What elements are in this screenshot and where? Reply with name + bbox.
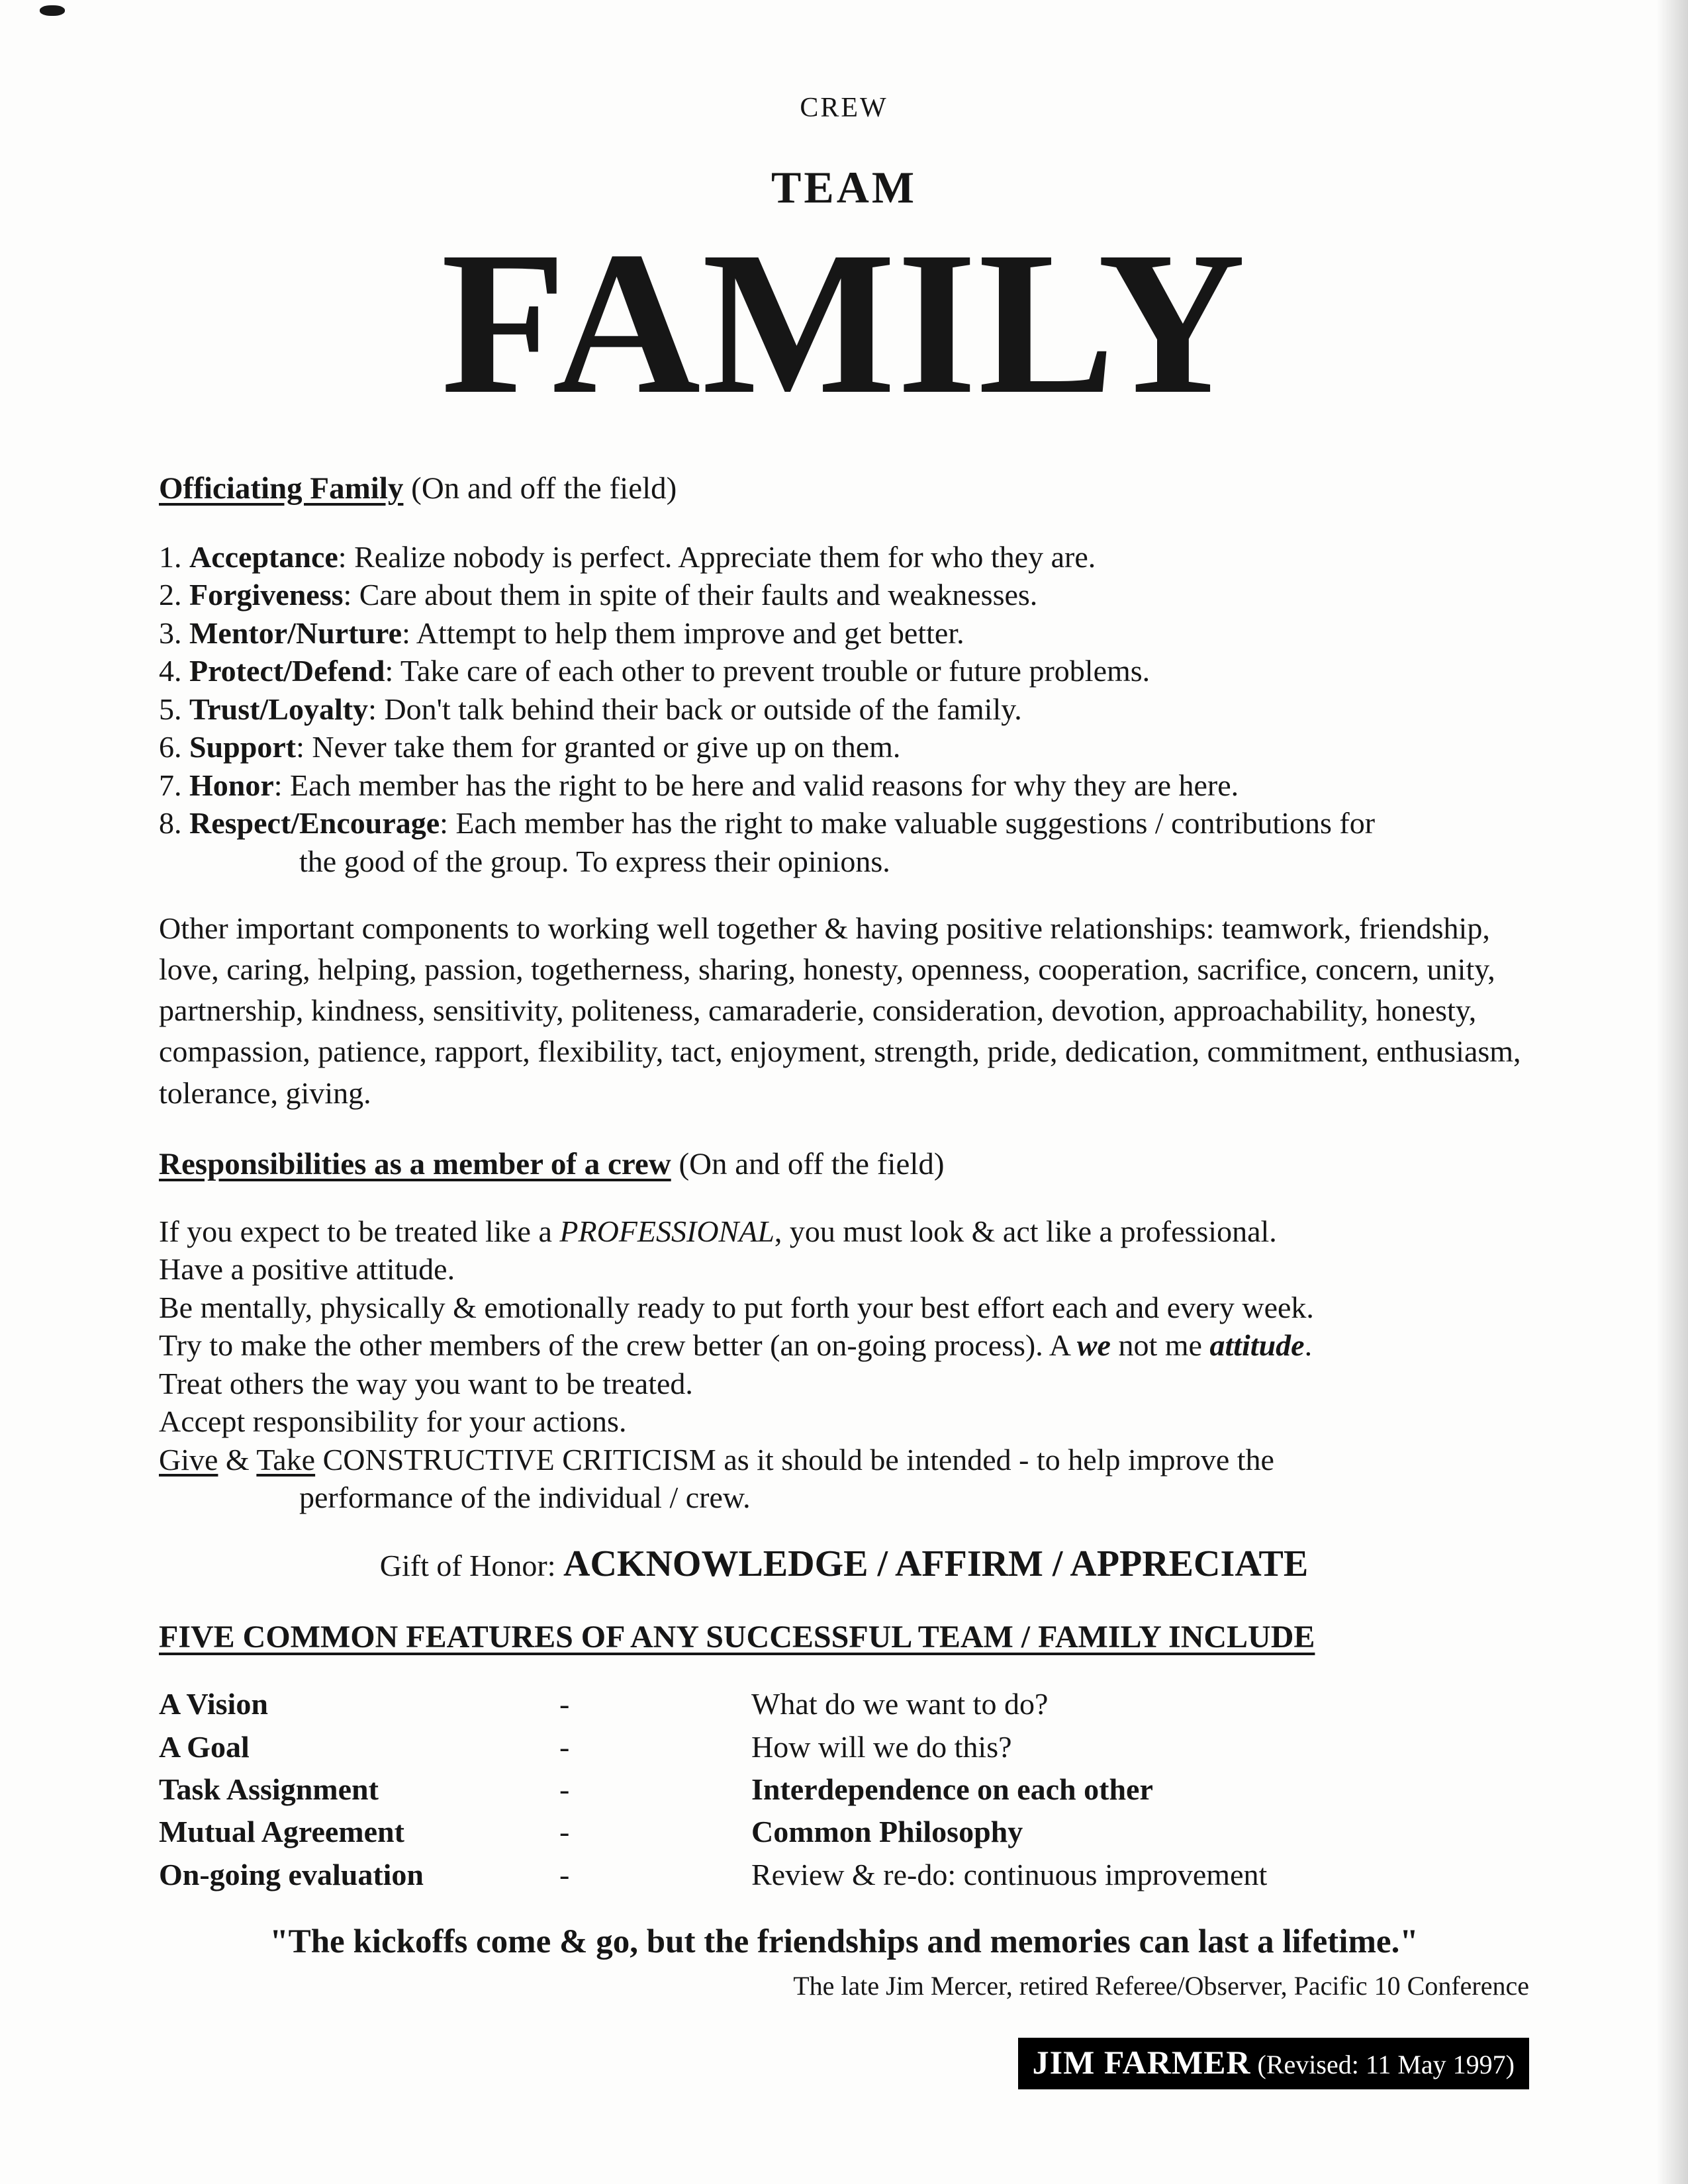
item-number: 5. xyxy=(159,692,189,726)
item-term: Respect/Encourage xyxy=(189,806,440,841)
responsibility-line: Be mentally, physically & emotionally ready to put forth your best effort each and every week. xyxy=(159,1290,1314,1324)
item-term: Acceptance xyxy=(189,539,338,574)
line-text: CONSTRUCTIVE CRITICISM as it should be intended - to help improve the xyxy=(315,1442,1274,1477)
feature-row xyxy=(159,1811,1529,1853)
feature-label: A Vision xyxy=(159,1687,268,1721)
feature-description: Review & re-do: continuous improvement xyxy=(751,1857,1268,1891)
feature-description: Common Philosophy xyxy=(751,1815,1023,1849)
responsibility-line: Treat others the way you want to be treated. xyxy=(159,1366,693,1400)
feature-dash: - xyxy=(559,1729,570,1764)
feature-description: Interdependence on each other xyxy=(751,1772,1153,1807)
line-text: , you must look & act like a professional. xyxy=(774,1214,1277,1248)
professional-italic: PROFESSIONAL xyxy=(559,1214,774,1248)
section-heading-officiating xyxy=(159,469,1529,509)
author-name: JIM FARMER xyxy=(1032,2044,1251,2081)
responsibility-line xyxy=(159,1441,1529,1517)
feature-row xyxy=(159,1768,1529,1811)
give-underlined: Give xyxy=(159,1442,218,1477)
take-underlined: Take xyxy=(256,1442,316,1477)
line-text: not me xyxy=(1110,1328,1210,1363)
responsibility-line: Accept responsibility for your actions. xyxy=(159,1404,627,1439)
list-item xyxy=(159,766,1529,805)
item-text: : Never take them for granted or give up on them. xyxy=(296,730,901,764)
feature-label: A Goal xyxy=(159,1729,250,1764)
item-number: 6. xyxy=(159,730,189,764)
list-item xyxy=(159,690,1529,729)
feature-row xyxy=(159,1683,1529,1725)
item-number: 8. xyxy=(159,806,189,841)
quote-text: "The kickoffs come & go, but the friendships and memories can last a lifetime." xyxy=(269,1923,1419,1961)
item-term: Trust/Loyalty xyxy=(189,692,369,726)
list-item xyxy=(159,728,1529,766)
officiating-heading-text: Officiating Family xyxy=(159,471,404,506)
responsibility-line xyxy=(159,1326,1529,1365)
line-text: If you expect to be treated like a xyxy=(159,1214,560,1248)
item-text: : Don't talk behind their back or outside of the family. xyxy=(368,692,1022,726)
list-item xyxy=(159,614,1529,653)
feature-label: On-going evaluation xyxy=(159,1857,424,1891)
responsibilities-heading-text: Responsibilities as a member of a crew xyxy=(159,1146,671,1181)
feature-label: Task Assignment xyxy=(159,1772,379,1807)
item-text: : Take care of each other to prevent trouble or future problems. xyxy=(385,654,1150,688)
components-paragraph: Other important components to working well together & having positive relationships: teamwork, friendship, love, caring, helping, passion, togetherness, sharing, honesty, openness, cooperation, sacrifice, concern, unity, partnership, kindness, sensitivity, politeness, camaraderie, consideration, devotion, approachability, honesty, compassion, patience, rapport, flexibility, tact, enjoyment, strength, pride, dedication, commitment, enthusiasm, tolerance, giving. xyxy=(159,911,1521,1110)
item-text: : Realize nobody is perfect. Appreciate them for who they are. xyxy=(338,539,1096,574)
doc-title: FAMILY xyxy=(441,209,1247,437)
gift-value: ACKNOWLEDGE / AFFIRM / APPRECIATE xyxy=(563,1543,1309,1584)
author-badge-row xyxy=(159,2038,1529,2089)
item-text: : Care about them in spite of their faults and weaknesses. xyxy=(343,578,1038,612)
line-text: & xyxy=(218,1442,257,1477)
quote-attribution: The late Jim Mercer, retired Referee/Observer, Pacific 10 Conference xyxy=(793,1971,1529,2001)
responsibility-line: Have a positive attitude. xyxy=(159,1252,455,1287)
line-text: Try to make the other members of the crew better (an on-going process). A xyxy=(159,1328,1077,1363)
list-item xyxy=(159,804,1529,880)
list-item xyxy=(159,538,1529,576)
we-emphasis: we xyxy=(1076,1328,1111,1363)
features-heading: FIVE COMMON FEATURES OF ANY SUCCESSFUL TEAM / FAMILY INCLUDE xyxy=(159,1619,1315,1655)
revision-date: (Revised: 11 May 1997) xyxy=(1250,2050,1515,2080)
document-body xyxy=(0,469,1688,2089)
line-text: . xyxy=(1304,1328,1313,1363)
item-term: Support xyxy=(189,730,297,764)
feature-description: What do we want to do? xyxy=(751,1687,1049,1721)
item-term: Forgiveness xyxy=(189,578,344,612)
item-number: 1. xyxy=(159,539,189,574)
item-term: Mentor/Nurture xyxy=(189,615,402,650)
item-number: 7. xyxy=(159,768,189,802)
item-text: : Attempt to help them improve and get better. xyxy=(402,615,964,650)
section-heading-responsibilities xyxy=(159,1144,1529,1185)
responsibilities-heading-suffix: (On and off the field) xyxy=(671,1146,945,1181)
item-term: Protect/Defend xyxy=(189,654,385,688)
item-number: 4. xyxy=(159,654,189,688)
item-number: 3. xyxy=(159,615,189,650)
officiating-numbered-list xyxy=(159,538,1529,881)
item-text: : Each member has the right to be here and valid reasons for why they are here. xyxy=(273,768,1239,802)
doc-subtitle: TEAM xyxy=(771,162,917,213)
item-term: Honor xyxy=(189,768,274,802)
feature-description: How will we do this? xyxy=(751,1729,1012,1764)
gift-label: Gift of Honor: xyxy=(379,1548,563,1582)
list-item xyxy=(159,576,1529,614)
officiating-heading-suffix: (On and off the field) xyxy=(403,471,677,506)
item-text: : Each member has the right to make valuable suggestions / contributions for xyxy=(440,806,1376,841)
feature-row xyxy=(159,1854,1529,1896)
attitude-emphasis: attitude xyxy=(1209,1328,1305,1363)
author-badge xyxy=(1018,2038,1529,2089)
features-table xyxy=(159,1683,1529,1896)
responsibility-line xyxy=(159,1212,1529,1251)
feature-dash: - xyxy=(559,1687,570,1721)
item-number: 2. xyxy=(159,578,189,612)
responsibilities-list xyxy=(159,1212,1529,1517)
feature-label: Mutual Agreement xyxy=(159,1815,404,1849)
gift-of-honor-line xyxy=(159,1542,1529,1586)
feature-dash: - xyxy=(559,1772,570,1807)
line-text-continuation: performance of the individual / crew. xyxy=(299,1480,751,1515)
doc-kicker: CREW xyxy=(800,93,888,123)
item-text-continuation: the good of the group. To express their opinions. xyxy=(299,844,890,878)
feature-dash: - xyxy=(559,1857,570,1891)
scan-artifact-speck xyxy=(40,5,65,16)
feature-dash: - xyxy=(559,1815,570,1849)
list-item xyxy=(159,652,1529,690)
feature-row xyxy=(159,1726,1529,1768)
